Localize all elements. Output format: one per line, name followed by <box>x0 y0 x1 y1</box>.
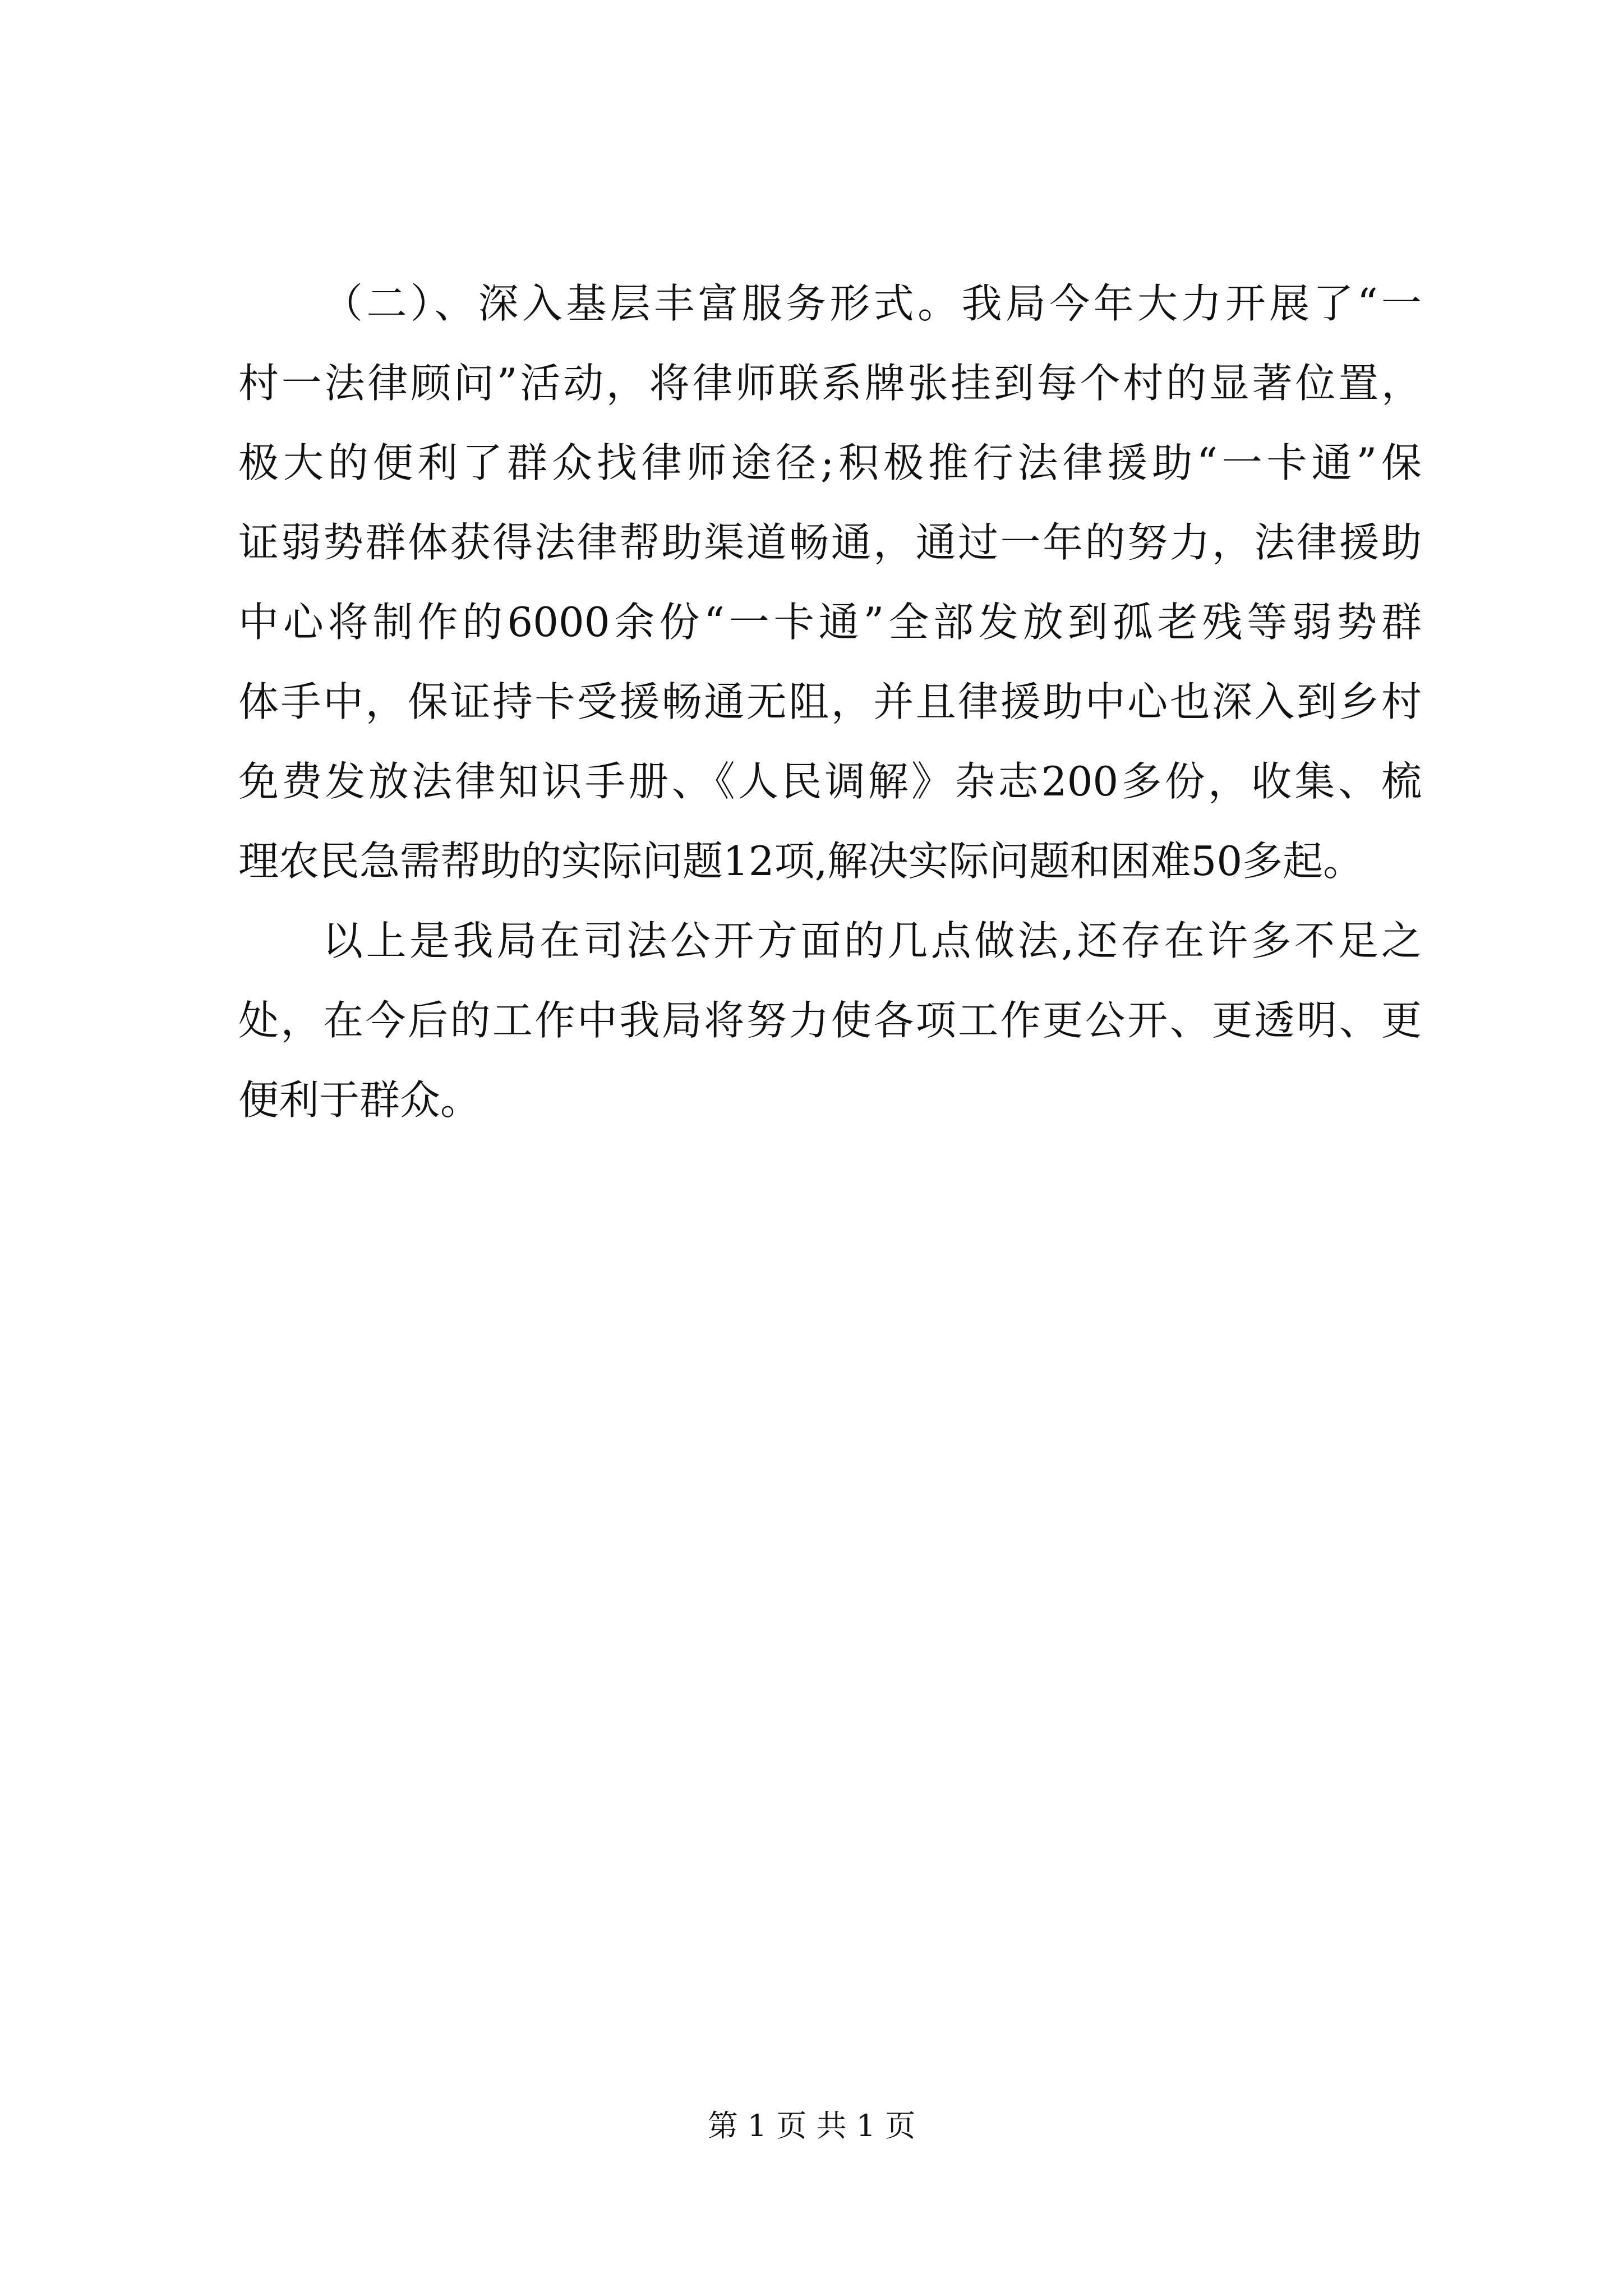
paragraph-line: 中心将制作的6000余份“一卡通”全部发放到孤老残等弱势群 <box>238 599 1422 646</box>
paragraph-line: 证弱势群体获得法律帮助渠道畅通，通过一年的努力，法律援助 <box>238 519 1422 566</box>
paragraph-line: 极大的便利了群众找律师途径;积极推行法律援助“一卡通”保 <box>238 439 1422 486</box>
page-number-label: 第 1 页 共 1 页 <box>707 2108 916 2143</box>
paragraph-line: 便利于群众。 <box>238 1076 481 1124</box>
paragraph-line: 处，在今后的工作中我局将努力使各项工作更公开、更透明、更 <box>238 997 1422 1044</box>
paragraph-line: 免费发放法律知识手册、《人民调解》杂志200多份，收集、梳 <box>238 758 1422 805</box>
paragraph-line: 以上是我局在司法公开方面的几点做法,还存在许多不足之 <box>322 917 1422 964</box>
paragraph-1 <box>238 264 1422 901</box>
page-footer <box>0 2104 1623 2148</box>
paragraph-2 <box>238 901 1422 1140</box>
paragraph-line: 理农民急需帮助的实际问题12项,解决实际问题和困难50多起。 <box>238 838 1364 885</box>
body-text <box>238 264 1422 1140</box>
paragraph-line: 体手中，保证持卡受援畅通无阻，并且律援助中心也深入到乡村 <box>238 678 1422 725</box>
paragraph-line: 村一法律顾问”活动，将律师联系牌张挂到每个村的显著位置， <box>238 360 1422 407</box>
paragraph-line: （二）、深入基层丰富服务形式。我局今年大力开展了“一 <box>322 280 1422 327</box>
